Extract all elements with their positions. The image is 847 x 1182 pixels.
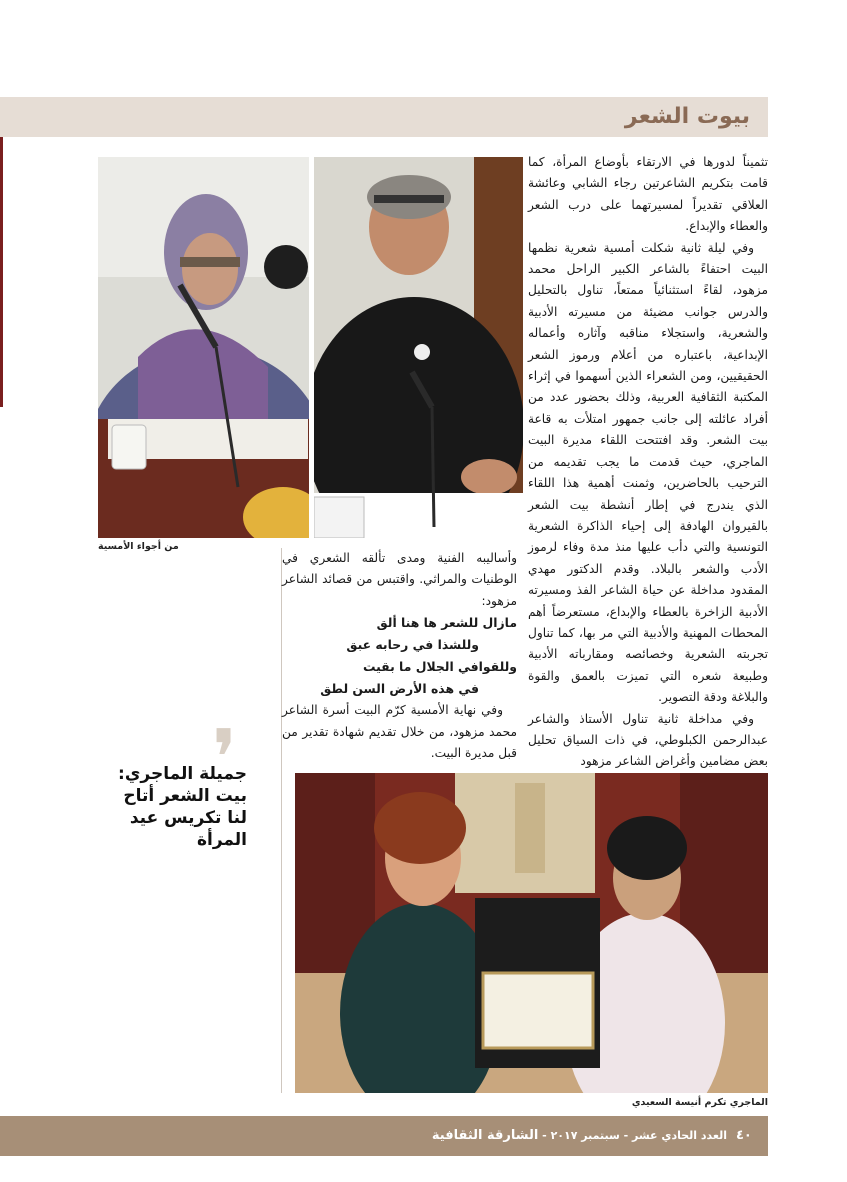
- article-column-right: [528, 152, 768, 773]
- quote-mark-icon: ❜: [212, 714, 238, 804]
- poem-verse: في هذه الأرض السن لطق: [320, 681, 479, 697]
- photo-caption-top: من أجواء الأمسية: [98, 541, 179, 552]
- poem-verse: مازال للشعر ها هنا ألق: [376, 615, 517, 631]
- page-number: ٤٠: [736, 1128, 752, 1143]
- magazine-brand: الشارقة الثقافية: [431, 1128, 539, 1143]
- article-column-middle: [282, 548, 517, 764]
- issue-label: العدد الحادي عشر - سبتمبر ٢٠١٧ -: [542, 1129, 727, 1142]
- paragraph: تثميناً لدورها في الارتقاء بأوضاع المرأة، كما قامت بتكريم الشاعرتين رجاء الشابي وعائشة العلاقي تقديراً لمسيرتهما على درب الشعر والعطاء والإبداع.: [528, 155, 768, 234]
- pull-quote: جميلة الماجري: بيت الشعر أتاح لنا تكريس عيد المرأة: [118, 764, 247, 850]
- page-edge-marker: [0, 137, 3, 407]
- poem-verse: وللشذا في رحابه عبق: [346, 637, 479, 653]
- paragraph: وأساليبه الفنية ومدى تألقه الشعري في الوطنيات والمراثي. واقتبس من قصائد الشاعر مزهود:: [282, 551, 517, 608]
- photo-caption-bottom: الماجري تكرم أنيسة السعيدي: [631, 1097, 768, 1108]
- paragraph: وفي ليلة ثانية شكلت أمسية شعرية نظمها البيت احتفاءً بالشاعر الكبير الراحل محمد مزهود، لقاءً استثنائياً ممتعاً، تناول بالتحليل والدرس جوانب مضيئة من مسيرته الأدبية والشعرية، واستجلاء مناقبه وآثاره وأعماله الإبداعية، باعتباره من أعلام ورموز الشعر الحقيقيين، ومن الشعراء الذين أسهموا في إثراء المكتبة الثقافية العربية، وذلك بحضور عدد من أفراد عائلته إلى جانب جمهور امتلأت به قاعة بيت الشعر. وقد افتتحت اللقاء مديرة البيت الماجري، حيث قدمت ما يجب تقديمه من الترحيب بالحاضرين، وثمنت أهمية هذا اللقاء الذي يندرج في إطار أنشطة بيت الشعر بالقيروان الهادفة إلى إحياء الذاكرة الشعرية التونسية والتي دأب عليها منذ مدة وفاء لرموز الأدب والشعر بالبلاد. وقدم الدكتور مهدي المقدود مداخلة عن حياة الشاعر الفذ ومسيرته الأدبية الزاخرة بالعطاء والإبداع، مستعرضاً أهم المحطات المهنية والأدبية التي مر بها، كما تناول تجربته الشعرية وخصائصه ومقارباته الأدبية وطبيعة شعره التي تميزت بالعمق والقوة والبلاغة ودقة التصوير.: [528, 240, 768, 705]
- footer-issue: [432, 1116, 727, 1156]
- photo-award-presentation: [295, 773, 768, 1093]
- photo-woman-reading: [98, 157, 309, 538]
- section-title: بيوت الشعر: [624, 104, 750, 129]
- photo-man-speaking: [314, 157, 523, 538]
- paragraph: وفي نهاية الأمسية كرّم البيت أسرة الشاعر محمد مزهود، من خلال تقديم شهادة تقدير من قبل مديرة البيت.: [282, 703, 517, 761]
- poem-verse: وللقوافي الجلال ما بقيت: [363, 659, 517, 675]
- paragraph: وفي مداخلة ثانية تناول الأستاذ والشاعر عبدالرحمن الكبلوطي، في ذات السياق تحليل بعض مضامين وأغراض الشاعر مزهود: [528, 711, 768, 769]
